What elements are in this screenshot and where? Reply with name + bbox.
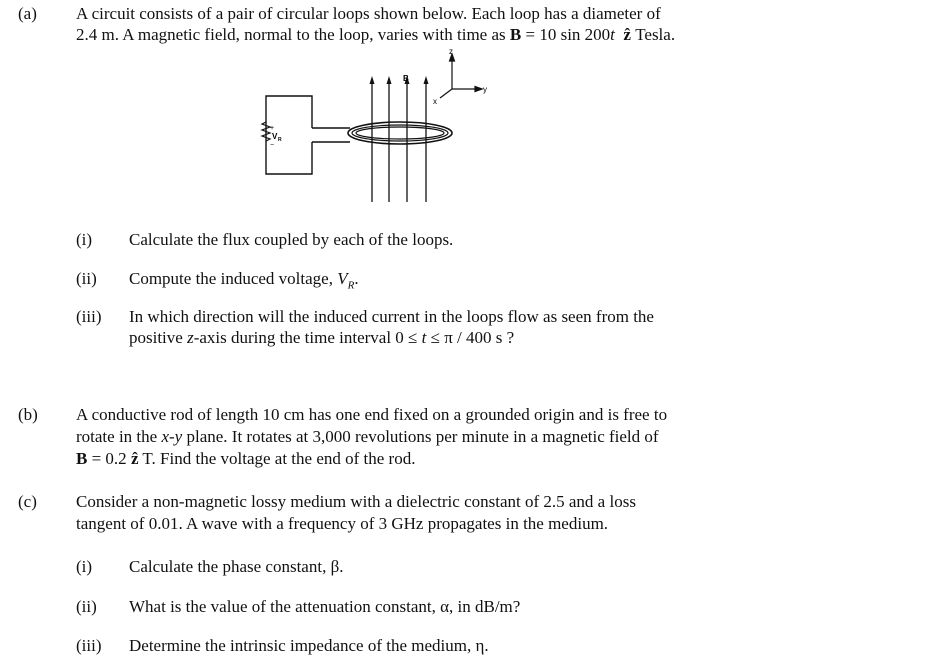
circuit-wires (266, 96, 350, 174)
part-a-line-1: A circuit consists of a pair of circular loops shown below. Each loop has a diameter of (76, 4, 661, 23)
part-a-label: (a) (18, 4, 37, 23)
part-a-item-3-num: (iii) (76, 307, 102, 326)
part-b-line-2: rotate in the x-y plane. It rotates at 3,000 revolutions per minute in a magnetic field of (76, 427, 659, 446)
axis-x-label: x (433, 97, 437, 106)
axis-z-label: z (449, 47, 453, 56)
part-c-label: (c) (18, 492, 37, 511)
part-a-item-3-line-2: positive z-axis during the time interval 0 ≤ t ≤ π / 400 s ? (129, 328, 515, 347)
resistor-minus: − (270, 142, 275, 149)
field-arrowheads (370, 76, 429, 84)
part-a-line-2: 2.4 m. A magnetic field, normal to the loop, varies with time as B = 10 sin 200t ẑ Tesla. (76, 25, 676, 44)
part-c-line-1: Consider a non-magnetic lossy medium with a dielectric constant of 2.5 and a loss (76, 492, 636, 511)
part-b-label: (b) (18, 405, 38, 424)
coordinate-axes (440, 54, 482, 98)
part-a-item-1-text: Calculate the flux coupled by each of the loops. (129, 230, 454, 249)
part-c-item-2-text: What is the value of the attenuation constant, α, in dB/m? (129, 597, 521, 616)
part-c-item-1-text: Calculate the phase constant, β. (129, 557, 344, 576)
part-a-item-2-num: (ii) (76, 269, 97, 288)
part-c-item-3-num: (iii) (76, 636, 102, 655)
part-b-line-3: B = 0.2 ẑ T. Find the voltage at the end of the rod. (76, 449, 416, 468)
part-c-line-2: tangent of 0.01. A wave with a frequency of 3 GHz propagates in the medium. (76, 514, 609, 533)
part-b-line-1: A conductive rod of length 10 cm has one end fixed on a grounded origin and is free to (76, 405, 668, 424)
part-c-item-2-num: (ii) (76, 597, 97, 616)
axis-y-label: y (483, 85, 487, 94)
resistor-plus: + (270, 125, 275, 132)
field-label: B (403, 74, 409, 83)
resistor-label: V (272, 132, 278, 141)
circular-loops (348, 122, 452, 144)
part-c-item-1-num: (i) (76, 557, 93, 576)
part-a-item-3-line-1: In which direction will the induced current in the loops flow as seen from the (129, 307, 654, 326)
part-a-item-1-num: (i) (76, 230, 93, 249)
part-c-item-3-text: Determine the intrinsic impedance of the medium, η. (129, 636, 489, 655)
part-a-item-2-text: Compute the induced voltage, $V_R$. (129, 269, 359, 292)
resistor-subscript: R (278, 137, 282, 143)
loop-circuit-figure (250, 44, 500, 210)
magnetic-field-lines (372, 82, 426, 202)
